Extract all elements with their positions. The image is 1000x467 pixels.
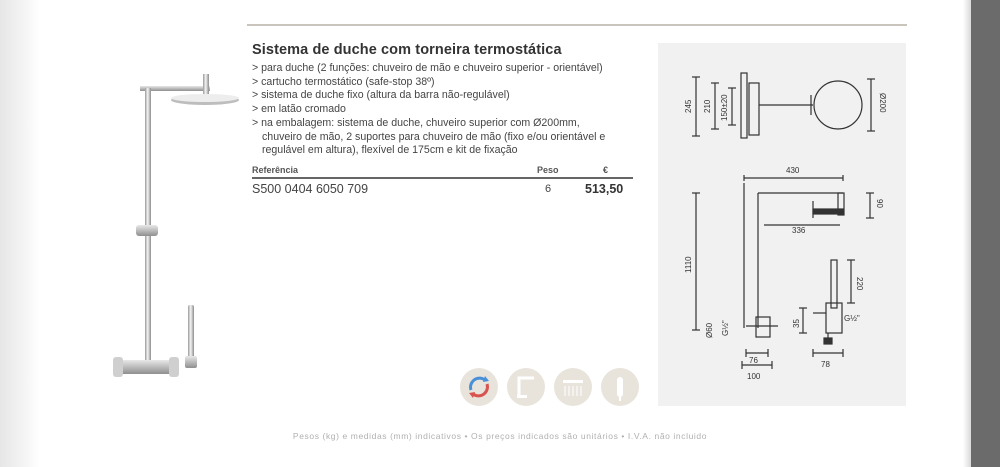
- dim-label: 90: [875, 199, 884, 208]
- dim-label: 150±20: [720, 94, 729, 121]
- hand-shower-icon: [601, 368, 639, 406]
- dim-label: 1110: [684, 256, 693, 273]
- dim-label: G½": [844, 314, 860, 323]
- dim-label: 210: [703, 99, 712, 113]
- top-divider: [247, 24, 907, 26]
- feature-item: > na embalagem: sistema de duche, chuveiro superior com Ø200mm,: [252, 116, 580, 129]
- feature-item: > para duche (2 funções: chuveiro de mão e chuveiro superior - orientável): [252, 62, 603, 74]
- dim-label: 336: [792, 226, 806, 235]
- table-row: [252, 179, 633, 197]
- table-header: [252, 165, 633, 179]
- dim-label: 220: [855, 277, 864, 291]
- technical-drawing: [658, 43, 906, 406]
- dim-label: Ø200: [878, 93, 887, 113]
- page-edge: [971, 0, 1000, 467]
- dim-label: 35: [792, 319, 801, 328]
- product-title: Sistema de duche com torneira termostática: [252, 42, 562, 58]
- feature-icons: [460, 368, 640, 408]
- cell-price: 513,50: [585, 182, 624, 196]
- dim-label: 78: [821, 360, 830, 369]
- cell-reference: S500 0404 6050 709: [252, 182, 369, 196]
- feature-item: > sistema de duche fixo (altura da barra não-regulável): [252, 89, 510, 102]
- col-header-reference: Referência: [252, 165, 299, 175]
- feature-list: [252, 62, 652, 158]
- fixed-bar-icon: [507, 368, 545, 406]
- feature-item: > em latão cromado: [252, 103, 346, 116]
- dim-label: 100: [747, 372, 761, 381]
- col-header-price: €: [603, 165, 609, 175]
- col-header-weight: Peso: [537, 165, 559, 175]
- thermostat-icon: [460, 368, 498, 406]
- feature-item: regulável em altura), flexível de 175cm e kit de fixação: [262, 144, 518, 157]
- feature-item: chuveiro de mão, 2 suportes para chuveiro de mão (fixo e/ou orientável e: [262, 130, 606, 143]
- dim-label: 76: [749, 356, 758, 365]
- dim-label: Ø60: [705, 322, 714, 338]
- page-shadow: [0, 0, 40, 467]
- dim-label: 245: [684, 99, 693, 113]
- price-table: [252, 165, 633, 197]
- feature-item: > cartucho termostático (safe-stop 38º): [252, 75, 435, 88]
- dim-label: G½": [721, 320, 730, 336]
- footer-note: Pesos (kg) e medidas (mm) indicativos • Os preços indicados são unitários • I.V.A. não incluido: [292, 431, 708, 441]
- dim-label: 430: [786, 166, 800, 175]
- cell-weight: 6: [545, 183, 552, 195]
- product-photo: [95, 60, 245, 390]
- overhead-shower-icon: [554, 368, 592, 406]
